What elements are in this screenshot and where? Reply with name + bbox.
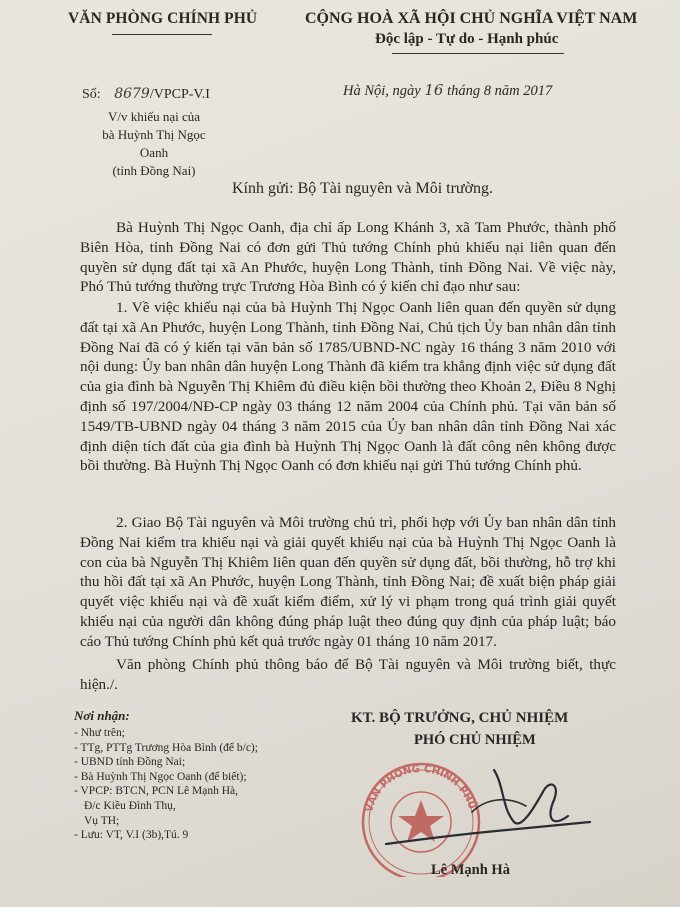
recipients-title: Nơi nhận:: [74, 708, 130, 723]
org-underline: [112, 34, 212, 35]
recipient-item: - Lưu: VT, V.I (3b),Tú. 9: [74, 829, 189, 842]
subject-line-1: V/v khiếu nại của: [107, 109, 201, 124]
national-motto: Độc lập - Tự do - Hạnh phúc: [375, 31, 559, 47]
body-paragraph-4: Văn phòng Chính phủ thông báo để Bộ Tài nguyên và Môi trường biết, thực hiện./.: [80, 656, 616, 693]
signer-name: Lê Mạnh Hà: [431, 862, 510, 878]
recipient-item: - VPCP: BTCN, PCN Lê Mạnh Hà,: [74, 785, 238, 798]
subject-line-2: bà Huỳnh Thị Ngọc Oanh: [102, 127, 206, 160]
motto-underline: [392, 53, 564, 54]
issuing-org: VĂN PHÒNG CHÍNH PHỦ: [68, 10, 258, 27]
doc-no-handwritten: 8679: [114, 86, 150, 102]
body-paragraph-3: 2. Giao Bộ Tài nguyên và Môi trường chủ trì, phối hợp với Ủy ban nhân dân tỉnh Đồng Nai kiểm tra khiếu nại và giải quyết khiếu nại của bà Huỳnh Thị Ngọc Oanh là con của bà Nguyễn Thị Khiêm liên quan đến quyền sử dụng đất, bồi thường, hỗ trợ khi thu hồi đất tại xã An Phước, huyện Long Thành, tỉnh Đồng Nai; đề xuất biện pháp giải quyết việc khiếu nại và đề xuất kiểm điểm, xử lý vi phạm trong quá trình giải quyết khiếu nại của người dân không đúng pháp luật theo đúng quy định của pháp luật; báo cáo Thủ tướng Chính phủ kết quả trước ngày 01 tháng 10 năm 2017.: [80, 514, 616, 650]
place-date-suffix: tháng 8 năm 2017: [443, 83, 553, 99]
recipient-item: Vụ TH;: [84, 814, 120, 827]
place-date: [343, 81, 552, 100]
signer-authority: KT. BỘ TRƯỞNG, CHỦ NHIỆM: [351, 710, 569, 726]
signer-title: PHÓ CHỦ NHIỆM: [414, 732, 536, 748]
recipients-list: [74, 726, 258, 843]
body-paragraph-2: 1. Về việc khiếu nại của bà Huỳnh Thị Ngọc Oanh liên quan đến quyền sử dụng đất tại xã An Phước, huyện Long Thành, tỉnh Đồng Nai, Chủ tịch Ủy ban nhân dân tỉnh Đồng Nai đã có ý kiến tại văn bản số 1785/UBND-NC ngày 16 tháng 3 năm 2010 với nội dung: Ủy ban nhân dân huyện Long Thành đã kiểm tra khẳng định việc sử dụng đất của gia đình bà Nguyễn Thị Khiêm đủ điều kiện bồi thường theo Khoản 2, Điều 8 Nghị định số 197/2004/NĐ-CP ngày 03 tháng 12 năm 2004 của Chính phủ. Tại văn bản số 1549/TB-UBND ngày 04 tháng 3 năm 2015 của Ủy ban nhân dân tỉnh Đồng Nai xác định diện tích đất của gia đình bà Huỳnh Thị Ngọc Oanh là đất công nên không được bồi thường. Bà Huỳnh Thị Ngọc Oanh có đơn khiếu nại gửi Thủ tướng Chính phủ.: [80, 299, 616, 475]
recipient-item: Đ/c Kiều Đình Thụ,: [84, 799, 176, 812]
document-number: [82, 86, 210, 103]
recipient-item: - Như trên;: [74, 727, 125, 739]
greeting: Kính gửi: Bộ Tài nguyên và Môi trường.: [232, 180, 494, 197]
subject-line: [94, 108, 214, 180]
doc-no-suffix: /VPCP-V.I: [149, 87, 210, 102]
recipient-item: - UBND tỉnh Đồng Nai;: [74, 756, 186, 769]
subject-line-3: (tỉnh Đồng Nai): [112, 163, 196, 178]
doc-no-label: Số:: [82, 87, 101, 102]
national-title: CỘNG HOÀ XÃ HỘI CHỦ NGHĨA VIỆT NAM: [305, 10, 638, 27]
place-date-prefix: Hà Nội, ngày: [343, 83, 421, 99]
recipient-item: - Bà Huỳnh Thị Ngọc Oanh (để biết);: [74, 770, 247, 783]
svg-text:VĂN PHÒNG CHÍNH PHỦ: VĂN PHÒNG CHÍNH PHỦ: [364, 763, 478, 814]
body-paragraph-1: Bà Huỳnh Thị Ngọc Oanh, địa chỉ ấp Long Khánh 3, xã Tam Phước, thành phố Biên Hòa, tỉnh Đồng Nai có đơn gửi Thủ tướng Chính phủ khiếu nại liên quan đến quyền sử dụng đất tại xã An Phước, huyện Long Thành, tỉnh Đồng Nai. Về việc này, Phó Thủ tướng thường trực Trương Hòa Bình có ý kiến chỉ đạo như sau:: [80, 219, 616, 296]
handwritten-signature-icon: [376, 756, 606, 866]
date-day-handwritten: 16: [424, 81, 444, 99]
recipient-item: - TTg, PTTg Trương Hòa Bình (để b/c);: [74, 741, 258, 754]
